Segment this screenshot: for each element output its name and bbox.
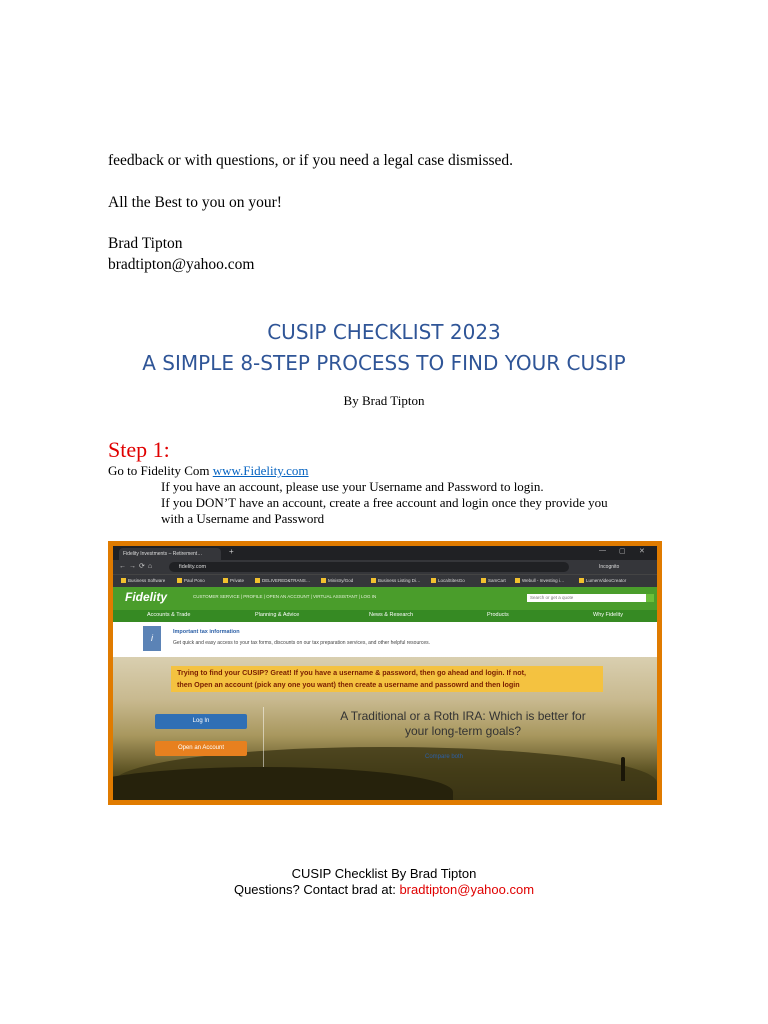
ira-line-2: your long-term goals? <box>404 724 522 738</box>
minimize-icon: — <box>599 547 606 554</box>
notice-title: Important tax information <box>173 629 240 635</box>
hero-banner <box>113 657 657 800</box>
callout-line-1: Trying to find your CUSIP? Great! If you have a username & password, then go ahead and login. If not, <box>177 668 527 677</box>
bookmark-item: Private <box>223 577 244 585</box>
fidelity-nav <box>113 610 657 622</box>
browser-nav-icons: ←→⟳⌂ <box>119 563 156 570</box>
notice-text: Get quick and easy access to your tax forms, discounts on our tax preparation services, and other helpful resources. <box>173 640 431 646</box>
step-1-intro-text: Go to Fidelity Com <box>108 463 213 478</box>
bookmark-item: LocalSitesGo <box>431 577 465 585</box>
callout-line-2: then Open an account (pick any one you want) then create a username and passowrd and then login <box>177 680 520 689</box>
login-button: Log In <box>155 714 247 729</box>
bookmark-item: Ministry/God <box>321 577 353 585</box>
bookmark-item: Paul Pono <box>177 577 205 585</box>
compare-link: Compare both <box>425 754 464 760</box>
browser-tab-bar <box>113 546 657 560</box>
bookmarks-bar <box>113 574 657 587</box>
step-1-intro <box>108 463 309 479</box>
nav-item: Accounts & Trade <box>147 612 191 618</box>
bookmark-item: Webull - Investing i… <box>515 577 564 585</box>
address-bar <box>113 560 657 574</box>
fidelity-link[interactable]: www.Fidelity.com <box>212 463 309 478</box>
bookmark-item: LumenVideoCreator <box>579 577 626 585</box>
person-silhouette <box>621 757 625 781</box>
search-icon <box>646 594 654 602</box>
step-1-heading: Step 1: <box>108 437 170 462</box>
footer-line-1: CUSIP Checklist By Brad Tipton <box>291 866 477 881</box>
url-field: fidelity.com <box>169 562 569 572</box>
step-1-bullet-2-cont: with a Username and Password <box>161 511 325 526</box>
open-account-button: Open an Account <box>155 741 247 756</box>
page-title: CUSIP CHECKLIST 2023 <box>267 320 501 344</box>
step-1-bullet-1: If you have an account, please use your Username and Password to login. <box>161 479 544 494</box>
fidelity-top-links: CUSTOMER SERVICE | PROFILE | OPEN AN ACCOUNT | VIRTUAL ASSISTANT | LOG IN <box>193 594 377 599</box>
letter-line-2: All the Best to you on your! <box>108 194 282 211</box>
nav-item: Products <box>487 612 509 618</box>
bookmark-item: DELIVERED&TRANS… <box>255 577 310 585</box>
bookmark-item: Business Listing Di… <box>371 577 421 585</box>
fidelity-screenshot <box>108 541 662 805</box>
close-icon: ✕ <box>639 548 645 555</box>
footer-line-2 <box>0 882 768 897</box>
ira-line-1: A Traditional or a Roth IRA: Which is better for <box>340 709 586 723</box>
nav-item: Why Fidelity <box>593 612 623 618</box>
bookmark-item: Business Software <box>121 577 165 585</box>
signature-name: Brad Tipton <box>108 235 183 252</box>
byline: By Brad Tipton <box>343 393 425 408</box>
step-1-bullet-2: If you DON’T have an account, create a free account and login once they provide you <box>161 495 608 510</box>
footer-contact-prefix: Questions? Contact brad at: <box>233 882 400 897</box>
ira-headline <box>283 709 643 739</box>
fidelity-search: Search or get a quote <box>527 594 647 602</box>
bookmark-item: SamCart <box>481 577 506 585</box>
maximize-icon: ▢ <box>619 548 626 555</box>
footer-email-link[interactable]: bradtipton@yahoo.com <box>399 882 535 897</box>
callout-text <box>177 667 607 691</box>
fidelity-logo: Fidelity <box>125 590 168 604</box>
nav-item: News & Research <box>369 612 414 618</box>
browser-tab: Fidelity Investments – Retirement… <box>119 548 221 560</box>
new-tab-icon: + <box>229 547 234 556</box>
nav-item: Planning & Advice <box>255 612 300 618</box>
page-subtitle: A SIMPLE 8-STEP PROCESS TO FIND YOUR CUSIP <box>142 351 626 375</box>
letter-line-1: feedback or with questions, or if you need a legal case dismissed. <box>108 152 514 169</box>
incognito-label: Incognito <box>599 564 620 570</box>
info-icon: i <box>143 626 161 651</box>
signature-email: bradtipton@yahoo.com <box>108 256 255 273</box>
tax-notice <box>113 622 657 657</box>
fidelity-header <box>113 587 657 610</box>
